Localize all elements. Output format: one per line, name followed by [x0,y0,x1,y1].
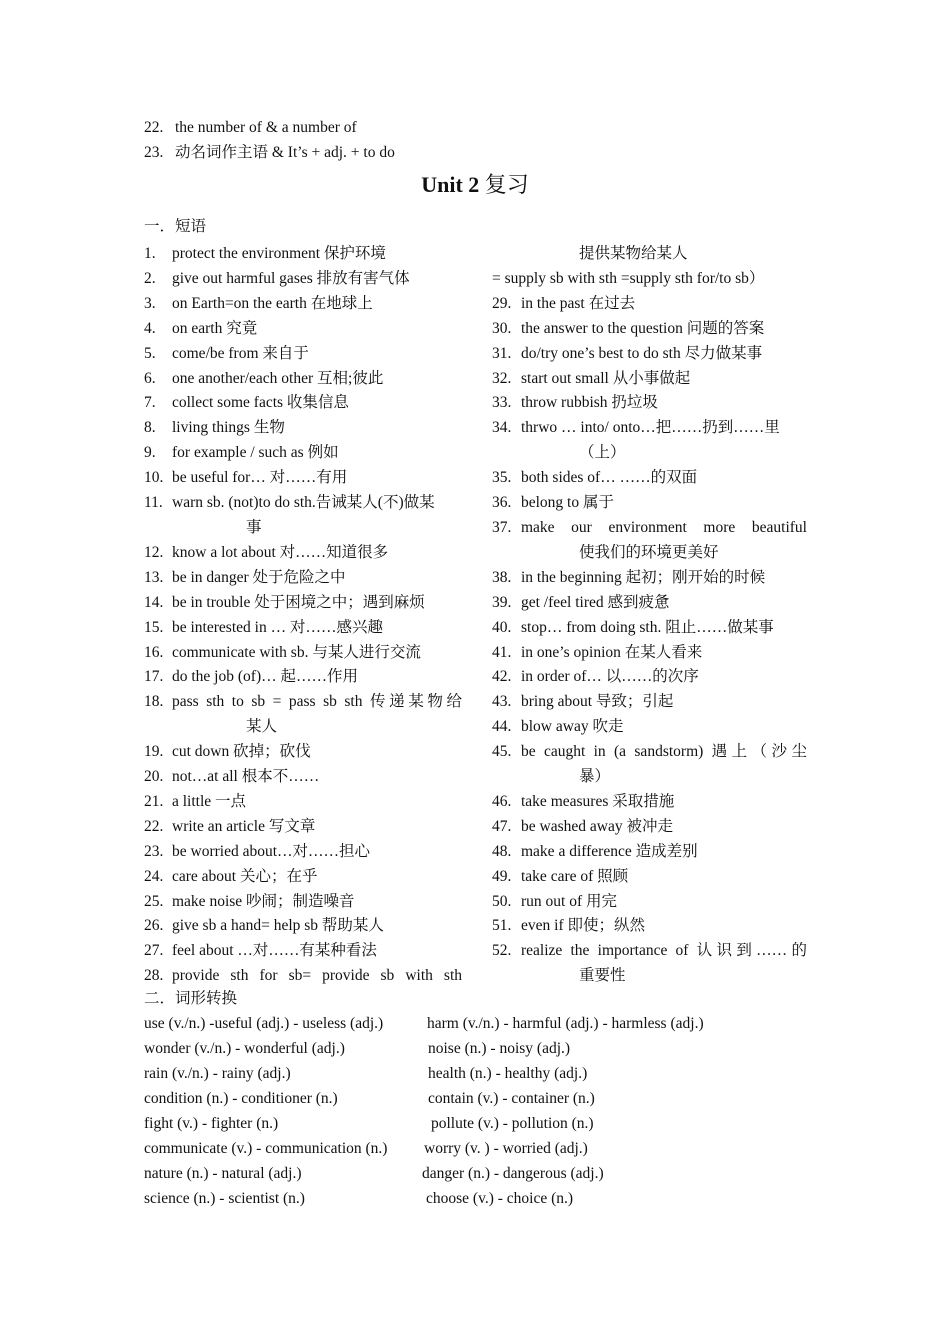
phrase-number: 10. [144,469,164,487]
phrase-item [144,466,464,491]
phrase-number: 40. [492,618,512,636]
phrase-item [492,890,810,915]
phrase-item [492,566,810,591]
section-heading-phrases: 一．短语 [144,218,207,235]
phrase-item [144,242,464,267]
phrase-number: 8. [144,419,156,437]
previous-item-23 [144,143,395,163]
phrase-text: 提供某物给某人 [579,245,688,262]
phrase-item [144,815,464,840]
phrase-text: be in danger 处于危险之中 [172,568,346,586]
phrase-number: 23. [144,842,164,860]
word-form-left: use (v./n.) -useful (adj.) - useless (adj.) [144,1015,384,1032]
word-form-left: rain (v./n.) - rainy (adj.) [144,1065,291,1082]
phrase-item [492,840,810,865]
word-form-left: wonder (v./n.) - wonderful (adj.) [144,1040,345,1057]
phrase-number: 48. [492,842,512,860]
phrase-text: in the past 在过去 [521,294,636,312]
phrase-item [144,790,464,815]
phrase-text: bring about 导致；引起 [521,693,674,711]
phrase-text: the answer to the question 问题的答案 [521,319,765,337]
phrase-text: make noise 吵闹；制造噪音 [172,892,355,910]
phrase-text: be caught in (a sandstorm) 遇上（沙尘 [521,743,807,761]
word-form-right: danger (n.) - dangerous (adj.) [422,1165,604,1182]
word-form-left: communicate (v.) - communication (n.) [144,1140,388,1157]
phrase-number: 33. [492,394,512,412]
phrase-text: on Earth=on the earth 在地球上 [172,294,373,312]
phrase-number: 27. [144,942,164,960]
phrase-number: 3. [144,294,156,312]
phrase-number: 28. [144,967,164,985]
phrase-text: communicate with sb. 与某人进行交流 [172,643,421,661]
phrase-text: even if 即使；纵然 [521,917,645,935]
phrase-text: both sides of… ……的双面 [521,469,698,487]
phrase-text: in one’s opinion 在某人看来 [521,643,703,661]
phrase-number: 52. [492,942,512,960]
phrase-text: care about 关心；在乎 [172,867,318,885]
phrase-text: for example / such as 例如 [172,444,339,462]
phrase-item [144,367,464,392]
word-form-left: science (n.) - scientist (n.) [144,1190,305,1207]
phrase-item [492,715,810,740]
phrase-continuation: 事 [246,518,262,536]
phrase-number: 13. [144,568,164,586]
phrase-number: 2. [144,269,156,287]
phrase-number: 37. [492,518,512,536]
phrase-number: 43. [492,693,512,711]
phrase-text: give out harmful gases 排放有害气体 [172,269,410,287]
phrase-item [144,740,464,765]
phrase-continuation: 使我们的环境更美好 [579,543,719,561]
phrase-item [492,342,810,367]
phrase-item [492,591,810,616]
phrase-text: do/try one’s best to do sth 尽力做某事 [521,344,763,362]
phrase-number: 35. [492,469,512,487]
phrase-text: throw rubbish 扔垃圾 [521,394,658,412]
phrase-text: take measures 采取措施 [521,792,675,810]
phrase-item [492,815,810,840]
phrase-item [144,690,464,740]
phrase-text: realize the importance of 认识到……的 [521,942,807,960]
word-form-right: choose (v.) - choice (n.) [426,1190,574,1207]
phrase-number: 38. [492,568,512,586]
word-form-right: health (n.) - healthy (adj.) [428,1065,588,1082]
phrase-number: 11. [144,494,163,512]
phrase-continuation: （上） [579,444,626,462]
phrase-number: 15. [144,618,164,636]
phrase-item [492,317,810,342]
phrase-text: cut down 砍掉；砍伐 [172,743,311,761]
phrase-item [144,541,464,566]
phrase-number: 1. [144,245,156,262]
phrase-item [144,914,464,939]
phrase-item [492,292,810,317]
phrase-number: 16. [144,643,164,661]
phrase-text: write an article 写文章 [172,817,316,835]
phrase-item [144,865,464,890]
phrase-text: in order of… 以……的次序 [521,668,699,686]
phrase-number: 26. [144,917,164,935]
phrase-text: a little 一点 [172,792,247,810]
phrase-text: give sb a hand= help sb 帮助某人 [172,917,384,935]
phrase-continuation-line [492,242,810,267]
phrase-text: take care of 照顾 [521,867,629,885]
phrase-number: 6. [144,369,156,387]
title-chinese: 复习 [484,172,529,197]
phrase-number: 42. [492,668,512,686]
phrase-number: 39. [492,593,512,611]
title-english: Unit 2 [421,172,480,197]
phrase-text: run out of 用完 [521,892,618,910]
phrase-item [492,690,810,715]
phrase-item [144,292,464,317]
phrase-list-left [144,242,464,989]
phrase-number: 32. [492,369,512,387]
phrase-item [492,491,810,516]
item-number: 23. [144,144,164,161]
phrase-text: = supply sb with sth =supply sth for/to sb） [492,269,765,287]
phrase-text: pass sth to sb = pass sb sth 传递某物给 [172,693,462,711]
phrase-number: 47. [492,817,512,835]
word-form-right: worry (v. ) - worried (adj.) [424,1140,588,1157]
phrase-text: belong to 属于 [521,494,614,512]
phrase-text: collect some facts 收集信息 [172,394,349,412]
phrase-item [492,391,810,416]
previous-item-22 [144,118,357,138]
phrase-item [144,317,464,342]
phrase-text: be useful for… 对……有用 [172,469,348,487]
word-form-left: nature (n.) - natural (adj.) [144,1165,302,1182]
word-form-right: harm (v./n.) - harmful (adj.) - harmless (adj.) [427,1015,704,1032]
phrase-number: 41. [492,643,512,661]
phrase-continuation: 某人 [246,718,278,736]
phrase-text: thrwo … into/ onto…把……扔到……里 [521,419,780,437]
phrase-item [144,441,464,466]
phrase-item [492,740,810,790]
word-form-right: noise (n.) - noisy (adj.) [428,1040,571,1057]
phrase-text: get /feel tired 感到疲惫 [521,593,670,611]
phrase-continuation-line [492,267,810,292]
phrase-text: come/be from 来自于 [172,344,309,362]
phrase-item [144,665,464,690]
phrase-item [144,964,464,989]
phrase-number: 36. [492,494,512,512]
phrase-item [144,939,464,964]
phrase-item [144,591,464,616]
phrase-text: be in trouble 处于困境之中；遇到麻烦 [172,593,425,611]
phrase-text: in the beginning 起初；刚开始的时候 [521,568,766,586]
word-form-left: fight (v.) - fighter (n.) [144,1115,279,1132]
phrase-item [492,416,810,466]
phrase-item [144,491,464,541]
item-number: 22. [144,119,164,136]
phrase-text: know a lot about 对……知道很多 [172,543,389,561]
phrase-item [144,416,464,441]
item-text: the number of & a number of [175,119,357,136]
phrase-text: not…at all 根本不…… [172,768,320,786]
phrase-item [492,865,810,890]
phrase-text: be interested in … 对……感兴趣 [172,618,383,636]
phrase-continuation: 暴） [579,768,611,786]
phrase-item [144,641,464,666]
phrase-text: start out small 从小事做起 [521,369,691,387]
page-title [0,172,950,198]
phrase-number: 49. [492,867,512,885]
phrase-item [492,367,810,392]
phrase-item [144,616,464,641]
phrase-item [144,267,464,292]
word-form-right: pollute (v.) - pollution (n.) [431,1115,594,1132]
phrase-text: stop… from doing sth. 阻止……做某事 [521,618,774,636]
phrase-text: on earth 究竟 [172,319,258,337]
phrase-number: 50. [492,892,512,910]
phrase-item [492,466,810,491]
phrase-item [492,790,810,815]
phrase-number: 31. [492,344,512,362]
phrase-number: 34. [492,419,512,437]
phrase-text: warn sb. (not)to do sth.告诫某人(不)做某 [172,494,435,512]
phrase-text: one another/each other 互相;彼此 [172,369,384,387]
phrase-number: 18. [144,693,164,711]
phrase-text: do the job (of)… 起……作用 [172,668,358,686]
phrase-text: make our environment more beautiful [521,518,807,536]
phrase-item [144,765,464,790]
phrase-number: 14. [144,593,164,611]
phrase-number: 7. [144,394,156,412]
phrase-item [492,914,810,939]
section-heading-word-forms: 二．词形转换 [144,990,238,1007]
word-form-right: contain (v.) - container (n.) [428,1090,595,1107]
phrase-text: living things 生物 [172,419,285,437]
phrase-number: 9. [144,444,156,462]
item-text: 动名词作主语 & It’s + adj. + to do [175,144,395,161]
phrase-continuation: 重要性 [579,967,626,985]
phrase-number: 17. [144,668,164,686]
phrase-text: provide sth for sb= provide sb with sth [172,967,462,985]
phrase-number: 46. [492,792,512,810]
phrase-number: 29. [492,294,512,312]
phrase-number: 21. [144,792,164,810]
phrase-item [492,665,810,690]
phrase-number: 44. [492,718,512,736]
phrase-item [144,391,464,416]
phrase-number: 45. [492,743,512,761]
phrase-item [492,616,810,641]
phrase-text: protect the environment 保护环境 [172,245,386,262]
phrase-number: 20. [144,768,164,786]
phrase-item [144,342,464,367]
phrase-item [492,939,810,989]
phrase-item [492,641,810,666]
phrase-text: make a difference 造成差别 [521,842,698,860]
phrase-number: 25. [144,892,164,910]
phrase-item [492,516,810,566]
phrase-list-right [492,242,810,989]
phrase-number: 4. [144,319,156,337]
phrase-number: 24. [144,867,164,885]
phrase-number: 22. [144,817,164,835]
phrase-number: 51. [492,917,512,935]
phrase-text: feel about …对……有某种看法 [172,942,377,960]
phrase-item [144,890,464,915]
phrase-text: blow away 吹走 [521,718,624,736]
phrase-text: be worried about…对……担心 [172,842,371,860]
phrase-item [144,566,464,591]
phrase-number: 19. [144,743,164,761]
phrase-number: 12. [144,543,164,561]
phrase-number: 30. [492,319,512,337]
phrase-item [144,840,464,865]
word-form-left: condition (n.) - conditioner (n.) [144,1090,338,1107]
phrase-number: 5. [144,344,156,362]
phrase-text: be washed away 被冲走 [521,817,673,835]
